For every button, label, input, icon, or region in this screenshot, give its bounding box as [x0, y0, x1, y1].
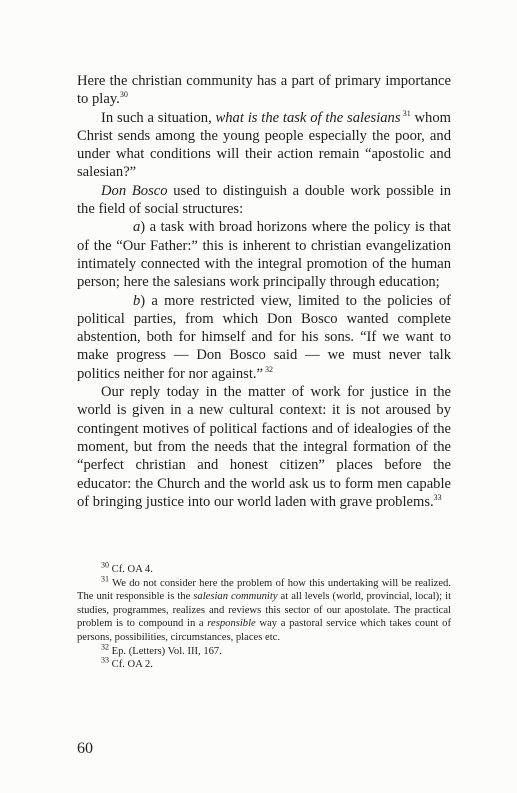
- footnote: $^{30}$ Cf. OA 4.: [101, 560, 153, 575]
- paragraph: a) a task with broad horizons where the policy is that of the “Our Father:” this is inherent to christian evangelization intimately connected with the integral promotion of the human person; here the salesians work principally through education;: [77, 219, 451, 291]
- paragraph: In such a situation, what is the task of the salesians $^{31}$ whom Christ sends among the young people especially the poor, and under what conditions will their action remain “apostolic and salesian?”: [77, 108, 451, 181]
- footnote-ref: 30: [119, 90, 128, 100]
- footnote: $^{31}$ We do not consider here the problem of how this undertaking will be realized. The unit responsible is the salesian community at all levels (world, provincial, local); it studies, programmes, realizes and reviews this sector of our apostolate. The practical problem is to compound in a responsible way a pastoral service which takes count of persons, possibilities, circumstances, places etc.: [77, 574, 452, 643]
- footnote: $^{33}$ Cf. OA 2.: [101, 655, 153, 671]
- paragraph: Here the christian community has a part of primary importance to play.$^{30}$: [77, 73, 451, 108]
- footnote: $^{32}$ Ep. (Letters) Vol. III, 167.: [101, 642, 222, 657]
- footnotes: [77, 560, 452, 672]
- footnote-ref: 32: [263, 364, 274, 374]
- main-text: [77, 72, 451, 511]
- page-number: 60: [77, 740, 93, 757]
- footnote-ref: 33: [433, 492, 442, 502]
- paragraph: Don Bosco used to distinguish a double work possible in the field of social structures:: [77, 182, 451, 218]
- paragraph: b) a more restricted view, limited to the policies of political parties, from which Don Bosco wanted complete abstention, both for himself and for his sons. “If we want to make progress — Don Bosco said — we must never talk politics neither for nor against.” $^{32}$: [77, 292, 451, 382]
- paragraph: Our reply today in the matter of work for justice in the world is given in a new cultural context: it is not aroused by contingent motives of political factions and of idealogies of the moment, but from the needs that the integral formation of the “perfect christian and honest citizen” places before the educator: the Church and the world ask us to form men capable of bringing justice into our world laden with grave problems.$^{33}$: [77, 384, 451, 510]
- footnote-ref: 31: [400, 108, 411, 118]
